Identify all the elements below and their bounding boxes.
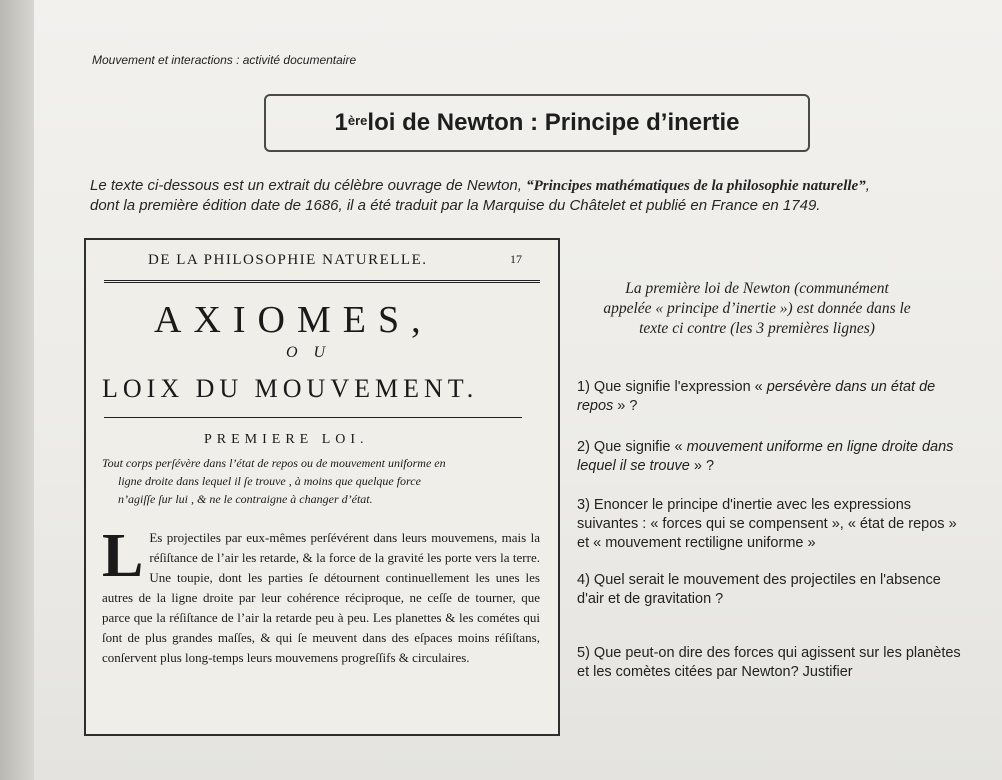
question-italic: mouvement uniforme en ligne droite dans lequel il se trouve (577, 439, 954, 474)
title-prefix: 1 (334, 109, 348, 136)
question-suffix: » ? (613, 398, 638, 414)
question-suffix: » ? (689, 458, 715, 474)
law-line: ligne droite dans lequel il ſe trouve , à moins que quelque force (118, 474, 421, 488)
question-4 (577, 571, 969, 609)
running-head: DE LA PHILOSOPHIE NATURELLE. (148, 252, 428, 268)
question-1 (577, 378, 969, 416)
question-5 (577, 644, 962, 682)
question-text: 1) Que signifie l'expression « (577, 379, 767, 395)
intro-book-title: “Principes mathématiques de la philosophie naturelle” (526, 178, 866, 194)
title-suffix: loi de Newton : Principe d’inertie (367, 109, 740, 136)
intro-part2: , (865, 177, 870, 194)
question-text: 2) Que signifie « (577, 439, 687, 455)
intro-line2: dont la première édition date de 1686, il a été traduit par la Marquise du Châtelet et publié en France en 1749. (90, 197, 821, 214)
side-note-line: La première loi de Newton (communément (625, 280, 889, 297)
page-number: 17 (510, 252, 522, 266)
excerpt-text: Es projectiles par eux-mêmes perſévérent dans leurs mouvemens, mais la réſiſtance de l’air les retarde, & la force de la gravité les porte vers la terre. Une toupie, dont les parties ſe détournent continuellement les unes les autres de la ligne droite par leur cohérence réciproque, ne ceſſe de tourner, que parce que la réſiſtance de l’air la retarde peu à peu. Les planettes & les cométes qui ſont de plus grandes maſſes, & qui ſe meuvent dans des eſpaces moins réſiſtans, conſervent plus long-temps leurs mouvemens progreſſifs & circulaires. (102, 530, 540, 665)
page-shadow (0, 0, 34, 780)
law-statement (102, 454, 542, 508)
page-header: Mouvement et interactions : activité documentaire (92, 53, 357, 67)
single-rule (104, 417, 522, 418)
title-box (264, 94, 810, 152)
double-rule (104, 280, 540, 283)
question-text: 5) Que peut-on dire des forces qui agissent sur les planètes et les comètes citées par Newton? Justifier (577, 645, 961, 680)
title-superscript: ère (347, 112, 368, 128)
heading-premiere-loi: PREMIERE LOI. (204, 432, 369, 447)
book-excerpt-scan (84, 238, 560, 736)
question-text: 3) Enoncer le principe d'inertie avec les expressions suivantes : « forces qui se compensent », « état de repos » et « mouvement rectiligne uniforme » (577, 497, 957, 551)
heading-ou: O U (286, 344, 332, 361)
heading-loix: LOIX DU MOUVEMENT. (102, 374, 479, 403)
law-line: n’agiſſe ſur lui , & ne le contraigne à changer d’état. (118, 492, 373, 506)
heading-axiomes: AXIOMES, (154, 299, 433, 341)
intro-paragraph (90, 176, 960, 215)
side-note-line: texte ci contre (les 3 premières lignes) (639, 320, 875, 337)
side-note (572, 279, 942, 339)
excerpt-body (102, 522, 540, 668)
question-2 (577, 438, 969, 476)
law-line: Tout corps perſévère dans l’état de repos ou de mouvement uniforme en (102, 456, 446, 470)
question-italic: persévère dans un état de repos (577, 379, 936, 414)
intro-part1: Le texte ci-dessous est un extrait du célèbre ouvrage de Newton, (90, 177, 527, 194)
drop-cap: L (102, 522, 144, 590)
side-note-line: appelée « principe d’inertie ») est donnée dans le (603, 300, 911, 317)
question-text: 4) Quel serait le mouvement des projectiles en l'absence d'air et de gravitation ? (577, 572, 941, 607)
question-3 (577, 496, 957, 553)
